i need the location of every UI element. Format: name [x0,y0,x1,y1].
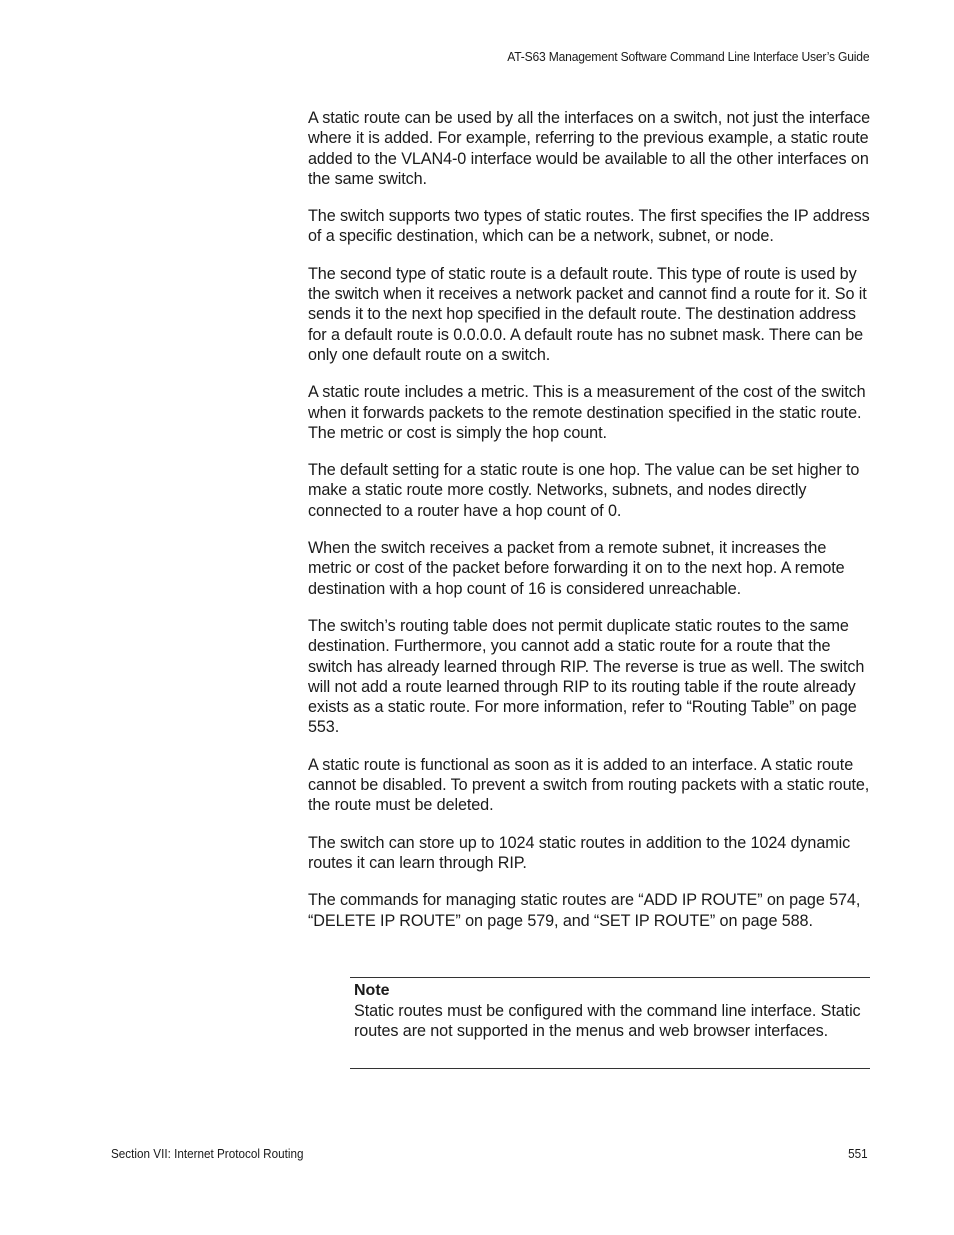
note-body: Static routes must be configured with the command line interface. Static routes are not supported in the menus and web browser interfaces. [354,1002,861,1041]
paragraph-static-route-scope: A static route can be used by all the interfaces on a switch, not just the interface where it is added. For example, referring to the previous example, a static route added to the VLAN4-0 interface would be available to all the other interfaces on the same switch. [308,109,871,188]
paragraph-capacity: The switch can store up to 1024 static routes in addition to the 1024 dynamic routes it can learn through RIP. [308,833,851,872]
paragraph-functional: A static route is functional as soon as it is added to an interface. A static route cannot be disabled. To prevent a switch from routing packets with a static route, the route must be deleted. [308,755,870,815]
paragraph-routing-table: The switch’s routing table does not permit duplicate static routes to the same destination. Furthermore, you cannot add a static route for a route that the switch has already learned through RIP. The reverse is true as well. The switch will not add a route learned through RIP to its routing table if the route already exists as a static route. For more information, refer to “Routing Table” on page 553. [308,616,865,737]
body-text [308,108,874,948]
note-title: Note [354,982,390,999]
note-box [350,977,870,1069]
paragraph-static-route-types: The switch supports two types of static routes. The first specifies the IP address of a specific destination, which can be a network, subnet, or node. [308,207,870,246]
running-header: AT-S63 Management Software Command Line Interface User’s Guide [506,49,869,64]
paragraph-commands: The commands for managing static routes are “ADD IP ROUTE” on page 574, “DELETE IP ROUTE” on page 579, and “SET IP ROUTE” on page 588. [308,891,861,930]
paragraph-default-route: The second type of static route is a default route. This type of route is used by the switch when it receives a network packet and cannot find a route for it. So it sends it to the next hop specified in the default route. The destination address for a default route is 0.0.0.0. A default route has no subnet mask. There can be only one default route on a switch. [308,264,867,364]
paragraph-hop-count: When the switch receives a packet from a remote subnet, it increases the metric or cost of the packet before forwarding it on to the next hop. A remote destination with a hop count of 16 is considered unreachable. [308,539,845,598]
paragraph-default-hop: The default setting for a static route is one hop. The value can be set higher to make a static route more costly. Networks, subnets, and nodes directly connected to a router have a hop count of 0. [308,461,860,520]
paragraph-metric: A static route includes a metric. This is a measurement of the cost of the switch when it forwards packets to the remote destination specified in the static route. The metric or cost is simply the hop count. [308,383,866,442]
footer-section-title: Section VII: Internet Protocol Routing [111,1146,304,1161]
footer-page-number: 551 [848,1146,868,1161]
